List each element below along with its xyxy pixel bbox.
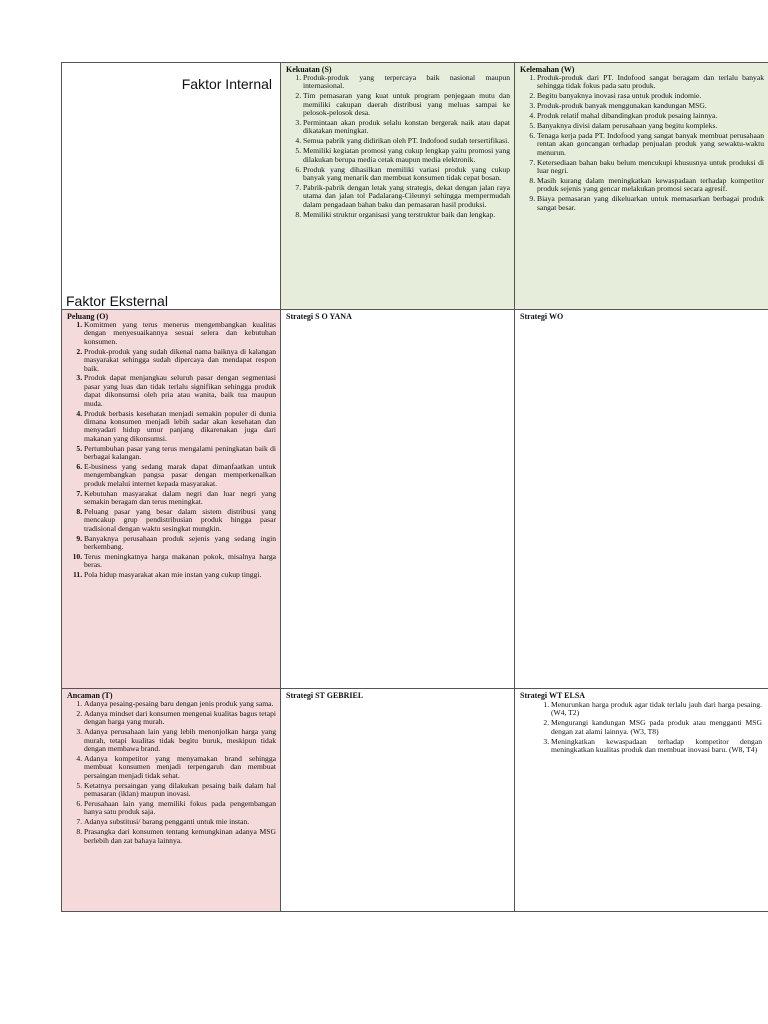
wt-strategy-list xyxy=(515,701,768,754)
list-item: 9. Biaya pemasaran yang dikeluarkan untuk memasarkan berbagai produk sangat besar. xyxy=(537,195,764,212)
list-item: 3. Meningkatkan kewaspadaan terhadap kompetitor dengan meningkatkan kualitas produk dan membuat inovasi baru. (W8, T4) xyxy=(551,738,762,755)
list-item: 5. Banyaknya divisi dalam perusahaan yang begitu kompleks. xyxy=(537,122,764,130)
strengths-cell xyxy=(280,62,515,310)
list-item: 1. Menurunkan harga produk agar tidak terlalu jauh dari harga pesaing. (W4, T2) xyxy=(551,701,762,718)
list-item: 5. Pertumbuhan pasar yang terus mengalami peningkatan baik di berbagai kalangan. xyxy=(84,445,276,462)
list-item: 11. Pola hidup masyarakat akan mie instan yang cukup tinggi. xyxy=(84,571,276,579)
list-item: 6. Perusahaan lain yang memiliki fokus pada pengembangan hanya satu produk saja. xyxy=(84,800,276,817)
strengths-list xyxy=(281,74,514,219)
list-item: 6. E-business yang sedang marak dapat dimanfaatkan untuk mengembangkan pangsa pasar dengan memperkenalkan produk melalui internet kepada masyarakat. xyxy=(84,463,276,488)
opportunities-list xyxy=(62,321,280,580)
internal-factor-label: Faktor Internal xyxy=(181,76,272,92)
list-item: 7. Ketersediaan bahan baku belum mencukupi khususnya untuk produksi di luar negri. xyxy=(537,159,764,176)
list-item: 7. Kebutuhan masyarakat dalam negri dan luar negri yang semakin beragam dan terus meningkat. xyxy=(84,490,276,507)
swot-matrix xyxy=(61,62,768,912)
opportunities-title: Peluang (O) xyxy=(67,312,109,321)
list-item: 3. Permintaan akan produk selalu konstan bergerak naik atau dapat dikatakan meningkat. xyxy=(303,119,510,136)
list-item: 1. Produk-produk dari PT. Indofood sangat beragam dan terlalu banyak sehingga tidak fokus pada satu produk. xyxy=(537,74,764,91)
so-strategy-cell xyxy=(280,309,515,689)
wt-strategy-title: Strategi WT ELSA xyxy=(520,691,586,700)
list-item: 5. Ketatnya persaingan yang dilakukan pesaing baik dalam hal pemasaran (iklan) maupun inovasi. xyxy=(84,782,276,799)
list-item: 5. Memiliki kegiatan promosi yang cukup lengkap yaitu promosi yang dilakukan berupa media cetak maupun media elektronik. xyxy=(303,147,510,164)
list-item: 3. Produk dapat menjangkau seluruh pasar dengan segmentasi pasar yang luas dan tidak terlalu signifikan sehingga produk dapat dikonsumsi oleh pria atau wanita, baik tua maupun muda. xyxy=(84,374,276,408)
list-item: 2. Produk-produk yang sudah dikenal nama baiknya di kalangan masyarakat sehingga sudah dipercaya dan mendapat respon baik. xyxy=(84,348,276,373)
list-item: 6. Tenaga kerja pada PT. Indofood yang sangat banyak membuat perusahaan rentan akan goncangan terhadap penjualan produk yang sewaktu-waktu menurun. xyxy=(537,132,764,157)
list-item: 2. Tim pemasaran yang kuat untuk program penjegaan mutu dan memiliki cakupan daerah distribusi yang meluas sampai ke pelosok-pelosok desa. xyxy=(303,92,510,117)
list-item: 4. Produk relatif mahal dibandingkan produk pesaing lainnya. xyxy=(537,112,764,120)
threats-cell xyxy=(61,688,281,912)
st-strategy-title: Strategi ST GEBRIEL xyxy=(286,691,364,700)
list-item: 4. Semua pabrik yang didirikan oleh PT. Indofood sudah tersertifikasi. xyxy=(303,137,510,145)
strengths-title: Kekuatan (S) xyxy=(286,65,332,74)
list-item: 8. Masih kurang dalam meningkatkan kewaspadaan terhadap kompetitor produk sejenis yang gencar melakukan promosi secara agresif. xyxy=(537,177,764,194)
list-item: 10. Terus meningkatnya harga makanan pokok, misalnya harga beras. xyxy=(84,553,276,570)
list-item: 7. Adanya substitusi/ barang pengganti untuk mie instan. xyxy=(84,818,276,826)
weaknesses-title: Kelemahan (W) xyxy=(520,65,575,74)
list-item: 4. Adanya kompetitor yang menyamakan brand sehingga membuat konsumen menjadi terpengaruh dan membuat persaingan menjadi tidak sehat. xyxy=(84,755,276,780)
wo-strategy-cell xyxy=(514,309,768,689)
external-factor-label: Faktor Eksternal xyxy=(66,293,168,309)
list-item: 2. Begitu banyaknya inovasi rasa untuk produk indomie. xyxy=(537,92,764,100)
list-item: 8. Memiliki struktur organisasi yang terstruktur baik dan lengkap. xyxy=(303,211,510,219)
list-item: 7. Pabrik-pabrik dengan letak yang strategis, dekat dengan jalan raya utama dan jalan tol Padalarang-Cileunyi sehingga mempermudah dalam pengadaan bahan baku dan pemasaran hasil produksi. xyxy=(303,184,510,209)
list-item: 8. Peluang pasar yang besar dalam sistem distribusi yang mencakup grup pendistribusian produk hingga pasar tradisional dengan waktu sesingkat mungkin. xyxy=(84,508,276,533)
list-item: 3. Produk-produk banyak menggunakan kandungan MSG. xyxy=(537,102,764,110)
list-item: 2. Adanya mindset dari konsumen mengenai kualitas bagus tetapi dengan harga yang murah. xyxy=(84,710,276,727)
list-item: 8. Prasangka dari konsumen tentang kemungkinan adanya MSG berlebih dan zat bahaya lainnya. xyxy=(84,828,276,845)
so-strategy-title: Strategi S O YANA xyxy=(286,312,352,321)
threats-list xyxy=(62,700,280,845)
wo-strategy-title: Strategi WO xyxy=(520,312,564,321)
list-item: 1. Produk-produk yang terpercaya baik nasional maupun internasional. xyxy=(303,74,510,91)
opportunities-cell xyxy=(61,309,281,689)
wt-strategy-cell xyxy=(514,688,768,912)
weaknesses-list xyxy=(515,74,768,212)
list-item: 4. Produk berbasis kesehatan menjadi semakin populer di dunia dimana konsumen menjadi lebih sadar akan kesehatan dan menyadari hidup umur panjang dikarenakan juga dari makanan yang dikonsumsi. xyxy=(84,410,276,444)
list-item: 2. Mengurangi kandungan MSG pada produk atau mengganti MSG dengan zat alami lainnya. (W3, T8) xyxy=(551,719,762,736)
corner-cell xyxy=(61,62,281,310)
list-item: 1. Komitmen yang terus menerus mengembangkan kualitas dengan menyesuaikannya sesuai selera dan kebutuhan konsumen. xyxy=(84,321,276,346)
st-strategy-cell xyxy=(280,688,515,912)
list-item: 3. Adanya perusahaan lain yang lebih menonjolkan harga yang murah, tetapi kualitas tidak begitu buruk, meskipun tidak dengan membawa brand. xyxy=(84,728,276,753)
list-item: 1. Adanya pesaing-pesaing baru dengan jenis produk yang sama. xyxy=(84,700,276,708)
weaknesses-cell xyxy=(514,62,768,310)
threats-title: Ancaman (T) xyxy=(67,691,113,700)
list-item: 6. Produk yang dihasilkan memiliki variasi produk yang cukup banyak yang menarik dan membuat konsumen tidak cepat bosan. xyxy=(303,166,510,183)
list-item: 9. Banyaknya perusahaan produk sejenis yang sedang ingin berkembang. xyxy=(84,535,276,552)
